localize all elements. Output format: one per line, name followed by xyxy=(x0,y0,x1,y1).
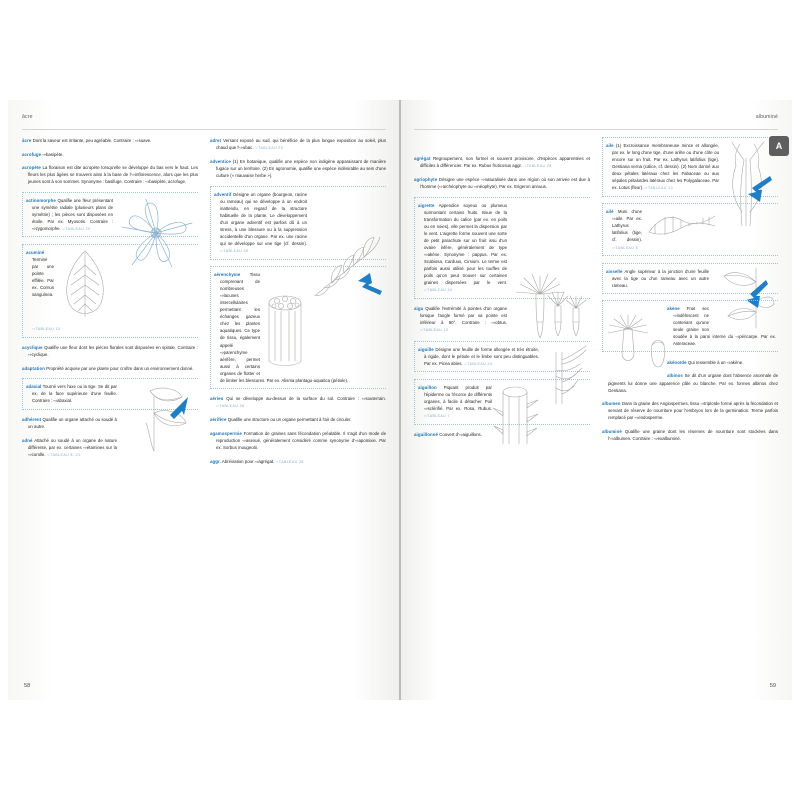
entry-xref: ⇨TABLEAU 20 xyxy=(61,226,91,231)
entry-headword: aigu xyxy=(414,306,424,312)
entry-definition: Couvert d'⇨aiguillons. xyxy=(439,432,482,438)
dictionary-entry-aiguille xyxy=(414,341,590,373)
dictionary-entry-aile xyxy=(602,137,778,197)
entry-headword: acuminé xyxy=(26,249,45,255)
figure-acuminate-leaf xyxy=(57,249,113,323)
right-page xyxy=(400,100,792,700)
thumb-tab-letter-a[interactable]: A xyxy=(769,136,789,156)
entry-headword: aggr. xyxy=(210,458,221,464)
entry-definition: Se dit d'un organe dont l'absence anormale de pigments lui donne une apparence pâle ou blanche. Par ex. formes albinos chez Gentiana. xyxy=(608,373,778,393)
dictionary-entry-aerenchyme xyxy=(210,266,386,389)
entry-headword: akène xyxy=(667,306,680,312)
dictionary-entry-adret xyxy=(210,137,386,152)
entry-definition: Qui se développe au-dessus de la surface du sol. Contraire : ⇨souterrain. xyxy=(226,396,386,402)
dictionary-entry-albumen xyxy=(602,400,778,421)
entry-headword: aigrette xyxy=(418,202,435,208)
left-running-head xyxy=(22,114,386,130)
left-column-1 xyxy=(22,137,198,669)
entry-headword: albinos xyxy=(667,373,683,379)
left-column-2 xyxy=(210,137,386,669)
entry-definition: Attaché ou soudé à un organe de nature différente, par ex. certaines ⇨étamines sur la ⇨corolle. xyxy=(28,437,118,457)
dictionary-entry-acropete xyxy=(22,164,198,185)
right-column-2 xyxy=(602,137,778,669)
entry-xref: ⇨TABLEAU 28 xyxy=(523,164,552,169)
entry-headword: albumen xyxy=(602,401,621,407)
entry-definition: Désigne un organe (bourgeon, racine ou rameau) qui se développe à un endroit inattendu, en regard de la structure habituelle de la plante. Le développement d'un organe adventif est parfois dû à un stress, à une blessure ou à la suppression accidentelle d'un organe. Par ex. une racine qui se développe sur une tige (cf. dessin). xyxy=(220,191,307,246)
dictionary-entry-adherent xyxy=(22,416,198,430)
entry-definition: Versant exposé au sud, qui bénéficie de la plus longue exposition au soleil, plus chaud que l'⇨ubac. xyxy=(216,138,386,151)
entry-headword: ailé xyxy=(606,209,614,215)
dictionary-entry-acumine xyxy=(22,244,198,338)
entry-headword: adventif xyxy=(214,191,232,197)
book-spread xyxy=(8,100,792,700)
entry-headword: adventice xyxy=(210,159,231,165)
dictionary-entry-acyclique xyxy=(22,344,198,358)
entry-definition: Muni d'une ⇨aile. Par ex. Lathyrus latifolius (tige, cf. dessin). xyxy=(612,209,642,243)
entry-headword: aile xyxy=(606,143,614,148)
entry-headword: aiguillon xyxy=(418,384,437,390)
entry-definition: Piquant produit par l'épiderme ou l'écorce de différents organes, à facile à détacher. Poil ⇨sclérifié. Par ex. Rosa, Rubus. xyxy=(424,384,492,411)
entry-xref: ⇨TABLEAU 29 xyxy=(254,146,284,151)
dictionary-entry-aisselle xyxy=(602,263,778,294)
dictionary-entry-albumine xyxy=(602,428,778,442)
dictionary-entry-akenoide xyxy=(602,359,778,366)
entry-definition: Tissu comprenant de nombreuses ⇨lacunes intercellulaires permettant les échanges gazeux chez les plantes aquatiques. Ce type de tissu, également appelé ⇨parenchyme aérifère, permet aussi à certains organes de flotter et de limiter les blessures. Par ex. Alisma plantago-aquatica (pétiole). xyxy=(220,272,349,383)
dictionary-entry-agregat xyxy=(414,155,590,170)
entry-headword: aisselle xyxy=(606,268,623,274)
entry-xref: ⇨TABLEAU 24 xyxy=(424,288,453,293)
entry-definition: Tourné vers l'axe ou la tige. Se dit par ex. de la face supérieure d'une feuille. Contraire : ⇨abaxial. xyxy=(32,384,117,404)
dictionary-entry-aiguillon xyxy=(414,379,590,425)
entry-definition: Fruit sec ⇨indéhiscent ne contenant qu'une seule graine non soudée à la paroi interne du ⇨péricarpe. Par ex. Asteraceae. xyxy=(673,306,776,347)
right-running-head xyxy=(414,114,778,130)
right-column-1 xyxy=(414,137,590,669)
dictionary-entry-aerifere xyxy=(210,416,386,423)
dictionary-entry-acrofuge xyxy=(22,151,198,158)
dictionary-entry-adventif xyxy=(210,186,386,260)
entry-definition: ⇨basipète. xyxy=(42,151,64,157)
entry-definition: Dont la saveur est irritante, peu agréable. Contraire : ⇨suave. xyxy=(32,138,152,143)
entry-headword: adaptation xyxy=(22,365,45,371)
entry-definition: Désigne une espèce ⇨naturalisée dans une région où son arrivée est due à l'homme (⇨archéophyte ou ⇨néophyte). Par ex. Erigeron annuus. xyxy=(420,177,590,190)
entry-xref: ⇨TABLEAU 10 xyxy=(644,186,674,191)
entry-headword: adaxial xyxy=(26,384,42,390)
entry-xref: ⇨TABLEAU 8 xyxy=(612,245,639,250)
dictionary-entry-aggr xyxy=(210,458,386,466)
dictionary-entry-aigrette xyxy=(414,197,590,299)
figure-prickle-stem xyxy=(495,384,539,448)
dictionary-entry-adventice xyxy=(210,158,386,179)
entry-headword: aiguille xyxy=(418,346,434,352)
entry-definition: Terminé par une pointe effilée. Par ex. Cornus sanguinea. xyxy=(32,256,54,298)
entry-headword: aérenchyme xyxy=(214,272,241,278)
entry-definition: (1) En botanique, qualifie une espèce non indigène apparaissant de manière fugace sur un territoire. (2) En agronomie, qualifie une espèce indésirable au sein d'une culture (« mauvaise herbe »). xyxy=(216,159,386,179)
dictionary-entry-aigu xyxy=(414,305,590,334)
left-page-columns xyxy=(22,137,386,669)
entry-headword: agamospermie xyxy=(210,430,242,436)
entry-headword: agrégat xyxy=(414,156,431,161)
dictionary-entry-adaptation xyxy=(22,365,198,372)
entry-headword: aérien xyxy=(210,396,224,402)
dictionary-entry-actinomorphe xyxy=(22,192,198,238)
right-page-number: 59 xyxy=(769,683,776,689)
entry-headword: adhérent xyxy=(22,417,42,422)
entry-definition: Abréviation pour ⇨agrégat. xyxy=(221,458,275,464)
entry-definition: Qualifie un organe attaché ou soudé à un autre. xyxy=(28,417,117,430)
entry-definition: Angle supérieur à la jonction d'une feuille avec la tige ou d'un rameau avec un autre rameau. xyxy=(612,268,709,288)
entry-definition: Qualifie une graine dont les réserves de nourriture sont stockées dans l'⇨albumen. Contraire : ⇨exalbuminé. xyxy=(608,428,778,441)
entry-definition: La floraison est dite acropète lorsqu'elle se développe du bas vers le haut. Les fleurs les plus âgées se trouvent ainsi à la base de l'⇨inflorescence, alors que les plus jeunes sont à son sommet. Synonyme : basifuge. Contraire : ⇨basipète, acrofuge. xyxy=(28,165,198,185)
entry-definition: Qui ressemble à un ⇨akène. xyxy=(687,359,744,365)
entry-definition: Formation de graines sans fécondation préalable. Il s'agit d'un mode de reproduction ⇨asexué, généralement considéré comme synonyme d'⇨apomixie. Par ex. Sorbus mougeotii. xyxy=(216,430,386,450)
entry-headword: actinomorphe xyxy=(26,197,56,203)
entry-definition: Qualifie une fleur présentant une symétrie radiale (plusieurs plans de symétrie) ; les pièces sont disposées en étoile. Par ex. Myosotis. Contraire : ⇨zygomorphe. xyxy=(32,197,113,231)
entry-definition: Propriété acquise par une plante pour croître dans un environnement donné. xyxy=(46,365,194,371)
entry-definition: (1) Excroissance membraneuse mince et allongée, par ex. le long d'une tige, d'une arête ou d'une côte ou encore sur un fruit. Par ex. Lathyrus latifolius (tige), Gentiana verna (calice, cf. dessin). (2) Nom donné aux deux pétales latéraux chez les Fabaceae ou aux sépales pétaloïdes latéraux chez les Polygalaceae. Par ex. Lotus (fleur). xyxy=(612,143,719,191)
dictionary-entry-agriophyte xyxy=(414,176,590,190)
entry-definition: Regroupement, non formel et souvent provisoire, d'espèces apparentées et difficiles à différencier. Par ex. Rubus fruticosus aggr. xyxy=(420,156,590,169)
figure-aerenchyma-stem xyxy=(263,291,307,369)
entry-xref: ⇨TABLEAU 28 xyxy=(275,459,304,464)
entry-xref: ⇨TABLEAU 8, 21 xyxy=(46,452,81,457)
left-page-number: 58 xyxy=(24,683,31,689)
spread-gutter xyxy=(399,100,401,700)
right-running-head-text: albuminé xyxy=(755,114,778,120)
entry-headword: âcre xyxy=(22,138,32,143)
entry-definition: Dans la graine des Angiospermes, tissu ⇨triploïde formé après la fécondation et servant de réserve de nourriture pour l'embryon lors de la germination. Terme parfois remplacé par ⇨endosperme. xyxy=(608,401,778,421)
entry-headword: aérifère xyxy=(210,417,227,423)
entry-xref: ⇨TABLEAU 13 xyxy=(420,328,449,333)
dictionary-entry-acre xyxy=(22,137,198,144)
entry-xref: ⇨TABLEAU 24 xyxy=(463,361,493,366)
dictionary-entry-aerien xyxy=(210,395,386,410)
left-page xyxy=(8,100,400,700)
entry-xref: ⇨TABLEAU 7 xyxy=(424,413,451,418)
dictionary-entry-akene xyxy=(602,300,778,352)
entry-definition: Qualifie une fleur dont les pièces florales sont disposées en spirale. Contraire : ⇨cyclique. xyxy=(28,345,198,358)
entry-headword: agriophyte xyxy=(414,177,438,183)
dictionary-entry-adne xyxy=(22,437,198,459)
dictionary-entry-aiguillonne xyxy=(414,431,590,438)
entry-headword: acyclique xyxy=(22,345,43,351)
entry-headword: acrofuge xyxy=(22,151,42,157)
entry-xref: ⇨TABLEAU 13 xyxy=(32,327,61,332)
entry-headword: adné xyxy=(22,437,33,443)
entry-definition: Appendice soyeux ou plumeux surmontant certains fruits. Issue de la transformation du calice (par ex. en poils ou en soies), elle permet la dispersion par le vent. L'aigrette forme souvent une sorte de petit parachute sur un fruit issu d'un ovaire infère, généralement de type ⇨akène. Synonyme : pappus. Par ex. Scabiosa, Carduus, Cirsium. Le terme est parfois aussi utilisé pour les touffes de poils qu'on peut trouver sur certaines graines dispersées par le vent. xyxy=(424,202,507,286)
left-running-head-text: âcre xyxy=(22,114,33,120)
entry-headword: aiguillonné xyxy=(414,432,439,438)
entry-xref: ⇨TABLEAU 26 xyxy=(220,249,249,254)
right-page-columns xyxy=(414,137,778,669)
entry-xref: ⇨TABLEAU 26 xyxy=(216,404,245,409)
dictionary-entry-albinos xyxy=(602,372,778,393)
entry-definition: Qualifie l'extrémité à pointes d'un organe lorsque l'angle formé par sa pointe est inférieur à 90°. Contraire : ⇨obtus. xyxy=(420,306,507,326)
dictionary-entry-agamospermie xyxy=(210,430,386,451)
dictionary-entry-aile-adj xyxy=(602,203,778,256)
entry-definition: Qualifie une structure ou un organe permettant à l'air de circuler. xyxy=(227,417,352,423)
entry-headword: adret xyxy=(210,138,222,143)
entry-headword: acropète xyxy=(22,165,41,171)
dictionary-entry-adaxial xyxy=(22,378,198,409)
entry-headword: albuminé xyxy=(602,428,622,434)
entry-definition: Désigne une feuille de forme allongée et très étroite, à rigide, dont le pétiole et le limbe sont peu distinguables. Par ex. Picea abies. xyxy=(424,346,539,366)
entry-headword: akénoïde xyxy=(667,359,687,365)
figure-winged-stem xyxy=(645,208,719,242)
